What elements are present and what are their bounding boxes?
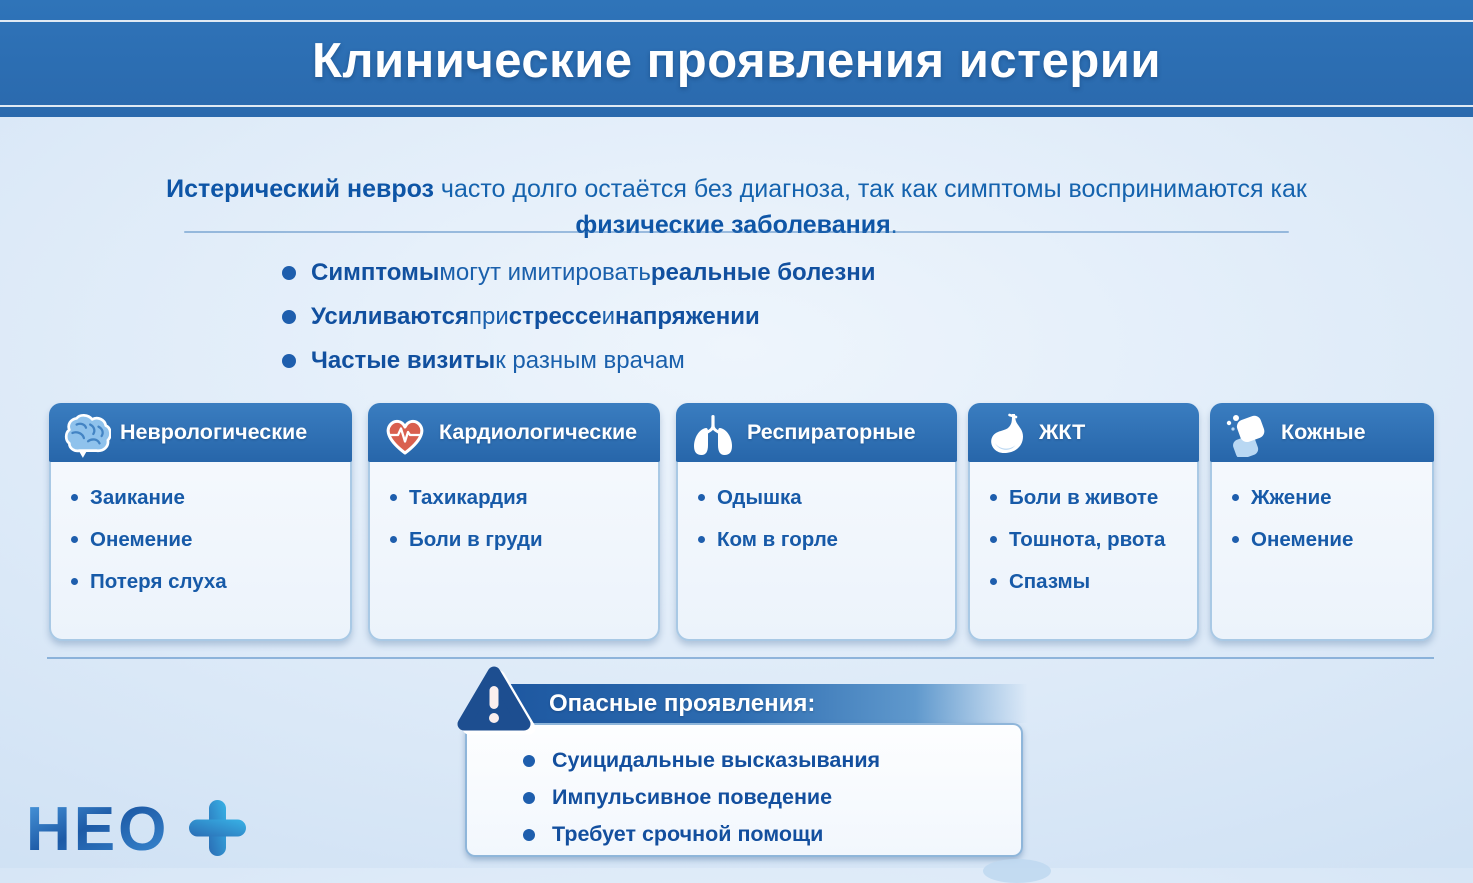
warning-items	[467, 742, 1021, 853]
card-item: Ком в горле	[698, 525, 943, 554]
heart-icon	[380, 409, 430, 461]
warning-box	[463, 666, 1033, 860]
card-item: Тошнота, рвота	[990, 525, 1185, 554]
bullet-dot	[390, 494, 397, 501]
warning-item: Суицидальные высказывания	[523, 742, 1021, 779]
bullet-dot	[990, 578, 997, 585]
key-points-list	[282, 251, 876, 383]
category-cards	[49, 403, 1434, 641]
warning-header	[499, 684, 1033, 723]
card-item: Боли в груди	[390, 525, 646, 554]
card-item: Спазмы	[990, 567, 1185, 596]
warning-item: Импульсивное поведение	[523, 779, 1021, 816]
brain-icon	[61, 409, 111, 461]
bullet-dot	[698, 494, 705, 501]
card-items	[678, 483, 955, 554]
card-item: Потеря слуха	[71, 567, 338, 596]
card-title: ЖКТ	[1039, 420, 1086, 444]
neo-plus-logo	[26, 794, 248, 867]
bullet-dot	[71, 494, 78, 501]
key-point: Усиливаются при стрессе и напряжении	[282, 295, 876, 339]
title-banner	[0, 0, 1473, 117]
skin-icon	[1222, 409, 1272, 461]
card-item: Онемение	[71, 525, 338, 554]
bullet-dot	[698, 536, 705, 543]
intro-text: Истерический невроз часто долго остаётся без диагноза, так как симптомы воспринимаются как физические заболевания.	[166, 175, 1307, 239]
bullet-dot	[282, 354, 296, 368]
bullet-dot	[523, 792, 535, 804]
intro-bold-term: физические заболевания	[575, 211, 891, 239]
card-item: Боли в животе	[990, 483, 1185, 512]
card-respiratory	[676, 403, 957, 641]
page-title: Клинические проявления истерии	[311, 34, 1162, 88]
card-title: Кардиологические	[439, 420, 638, 444]
card-cardiological	[368, 403, 660, 641]
warning-item: Требует срочной помощи	[523, 816, 1021, 853]
intro-bold-term: Истерический невроз	[166, 175, 434, 203]
logo-text: НЕО	[26, 795, 170, 862]
bullet-dot	[282, 310, 296, 324]
key-point: Симптомы могут имитировать реальные болезни	[282, 251, 876, 295]
warning-title: Опасные проявления:	[549, 690, 816, 717]
card-dermatological	[1210, 403, 1434, 641]
card-neurological	[49, 403, 352, 641]
bullet-dot	[523, 829, 535, 841]
decorative-circle	[983, 859, 1051, 883]
bullet-dot	[71, 578, 78, 585]
bullet-dot	[523, 755, 535, 767]
stomach-icon	[980, 409, 1030, 461]
card-title: Респираторные	[747, 420, 916, 444]
card-item: Жжение	[1232, 483, 1420, 512]
card-header	[49, 403, 352, 462]
card-item: Одышка	[698, 483, 943, 512]
card-header	[368, 403, 660, 462]
divider-line	[184, 231, 1289, 233]
key-point: Частые визиты к разным врачам	[282, 339, 876, 383]
card-items	[51, 483, 350, 596]
bullet-dot	[990, 494, 997, 501]
card-item: Онемение	[1232, 525, 1420, 554]
card-header	[1210, 403, 1434, 462]
card-title: Кожные	[1281, 420, 1366, 444]
card-items	[1212, 483, 1432, 554]
bullet-dot	[71, 536, 78, 543]
divider-line	[47, 657, 1434, 659]
card-header	[968, 403, 1199, 462]
bullet-dot	[390, 536, 397, 543]
alert-triangle-icon	[451, 664, 537, 736]
bullet-dot	[990, 536, 997, 543]
warning-body	[465, 723, 1023, 857]
card-header	[676, 403, 957, 462]
card-item: Тахикардия	[390, 483, 646, 512]
card-gastrointestinal	[968, 403, 1199, 641]
card-items	[370, 483, 658, 554]
card-item: Заикание	[71, 483, 338, 512]
logo-plus-icon	[189, 800, 246, 856]
bullet-dot	[282, 266, 296, 280]
bullet-dot	[1232, 494, 1239, 501]
card-items	[970, 483, 1197, 596]
card-title: Неврологические	[120, 420, 308, 444]
bullet-dot	[1232, 536, 1239, 543]
lungs-icon	[688, 409, 738, 461]
